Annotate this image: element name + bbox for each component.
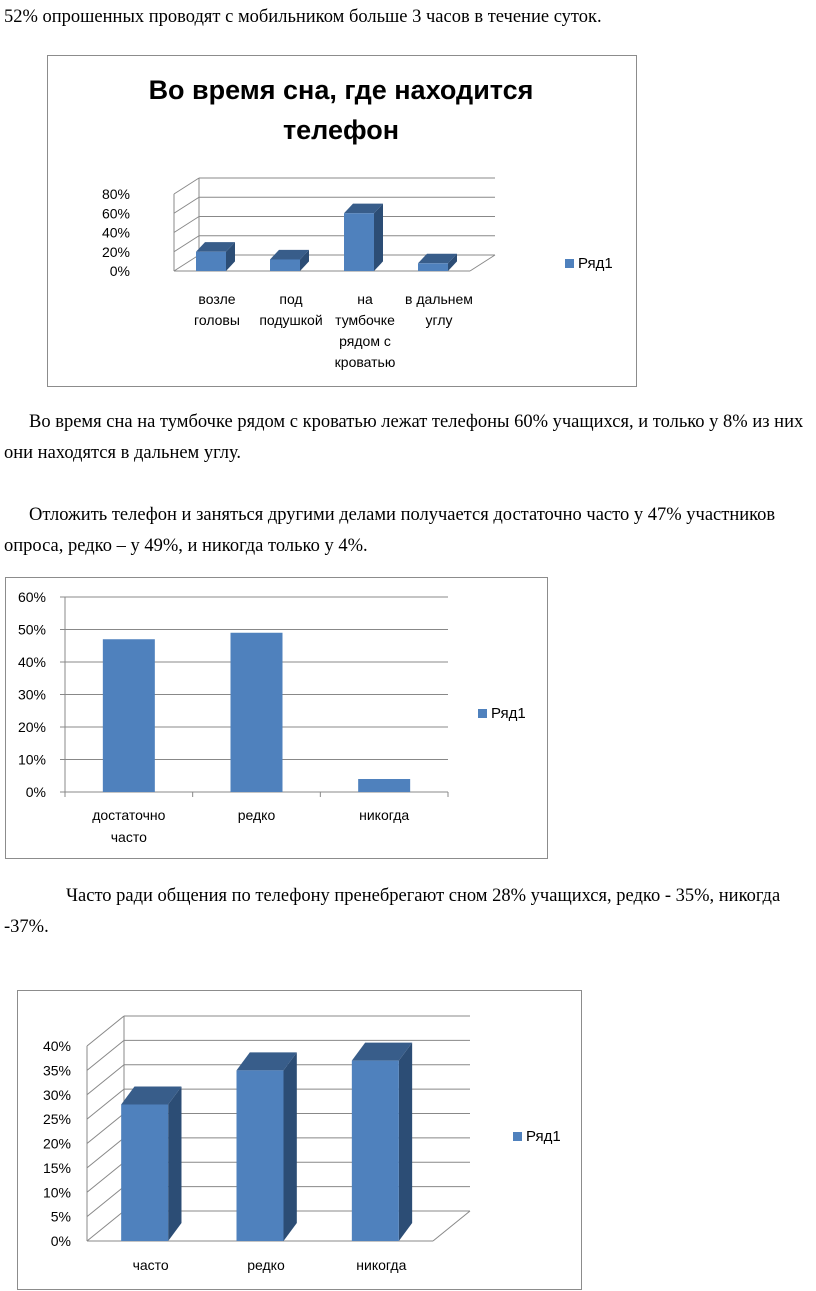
y-tick-label: 15% (42, 1159, 71, 1176)
chart-sleep-location (48, 56, 636, 386)
legend-label: Ряд1 (491, 705, 526, 722)
bar (358, 779, 410, 792)
bar (103, 639, 155, 792)
gridline-side (87, 1211, 124, 1241)
gridline-side (87, 1016, 124, 1046)
x-tick-label: часто (132, 1257, 169, 1273)
x-tick-label: никогда (356, 1257, 407, 1273)
y-tick-label: 0% (50, 1233, 71, 1249)
y-tick-label: 0% (25, 784, 46, 800)
legend-label: Ряд1 (526, 1128, 561, 1145)
x-tick-label: в дальнем (405, 291, 473, 307)
y-tick-label: 10% (17, 751, 46, 768)
y-tick-label: 50% (17, 621, 46, 638)
x-tick-label: углу (425, 312, 453, 328)
gridline-side (87, 1162, 124, 1192)
y-tick-label: 60% (17, 589, 46, 605)
bar-side (284, 1052, 297, 1241)
x-tick-label: головы (194, 312, 240, 328)
chart-sleep-location-frame (47, 55, 637, 387)
y-tick-label: 30% (42, 1086, 71, 1103)
y-tick-label: 80% (101, 186, 130, 202)
gridline-side (174, 197, 199, 213)
x-tick-label: под (279, 291, 303, 307)
bar (231, 633, 283, 792)
x-tick-label: никогда (359, 807, 410, 823)
y-tick-label: 20% (101, 243, 130, 260)
chart-put-phone-away-frame (5, 577, 548, 859)
gridline-side (87, 1089, 124, 1119)
bar (270, 259, 300, 271)
bar-side (374, 204, 383, 271)
legend-swatch (565, 259, 574, 268)
paragraph-sleep-location: Во время сна на тумбочке рядом с кроватью лежат телефоны 60% учащихся, и только у 8% из них они находятся в дальнем углу. (4, 412, 804, 463)
x-tick-label: рядом с (339, 333, 391, 349)
gridline-side (174, 217, 199, 233)
chart-title: телефон (282, 115, 400, 145)
gridline-side (87, 1187, 124, 1217)
gridline-side (174, 255, 199, 271)
y-tick-label: 40% (17, 654, 46, 670)
x-tick-label: редко (247, 1257, 285, 1273)
paragraph-put-phone-away: Отложить телефон и заняться другими делами получается достаточно часто у 47% участников опроса, редко – у 49%, и никогда только у 4%. (4, 505, 776, 556)
bar-side (168, 1087, 181, 1242)
gridline-side (87, 1138, 124, 1168)
bar (237, 1070, 284, 1241)
floor-right-edge (470, 255, 495, 271)
y-tick-label: 40% (42, 1038, 71, 1054)
legend-label: Ряд1 (578, 255, 613, 272)
y-tick-label: 5% (50, 1208, 71, 1225)
x-tick-label: тумбочке (335, 312, 395, 328)
y-tick-label: 10% (42, 1184, 71, 1201)
bar (344, 213, 374, 271)
gridline-side (87, 1114, 124, 1144)
x-tick-label: редко (237, 807, 276, 823)
legend-swatch (478, 709, 487, 718)
chart-neglect-sleep-frame (17, 990, 582, 1290)
x-tick-label: возле (198, 291, 236, 307)
y-tick-label: 20% (42, 1135, 71, 1152)
x-tick-label: на (357, 291, 373, 307)
gridline-side (87, 1065, 124, 1095)
x-tick-label: достаточно (92, 807, 166, 823)
bar-side (399, 1043, 412, 1241)
chart-title: Во время сна, где находится (148, 75, 534, 105)
x-tick-label: кроватью (334, 354, 396, 370)
y-tick-label: 0% (109, 263, 130, 279)
legend-swatch (513, 1132, 522, 1141)
y-tick-label: 20% (17, 719, 46, 735)
paragraph-neglect-sleep: Часто ради общения по телефону пренебрегают сном 28% учащихся, редко - 35%, никогда -37%. (4, 886, 781, 937)
x-tick-label: подушкой (259, 312, 323, 328)
bar (121, 1105, 168, 1242)
y-tick-label: 35% (42, 1062, 71, 1079)
gridline-side (87, 1040, 124, 1070)
x-tick-label: часто (110, 829, 147, 845)
y-tick-label: 25% (42, 1111, 71, 1128)
bar (352, 1061, 399, 1241)
chart-neglect-sleep (18, 991, 581, 1289)
floor-right-edge (433, 1211, 470, 1241)
y-tick-label: 60% (101, 205, 130, 222)
bar (196, 252, 226, 271)
paragraph-mobile-usage: 52% опрошенных проводят с мобильником больше 3 часов в течение суток. (4, 7, 602, 27)
y-tick-label: 40% (101, 224, 130, 241)
bar (418, 263, 448, 271)
gridline-side (174, 178, 199, 194)
y-tick-label: 30% (17, 686, 46, 703)
gridline-side (174, 236, 199, 252)
chart-put-phone-away (6, 578, 547, 858)
